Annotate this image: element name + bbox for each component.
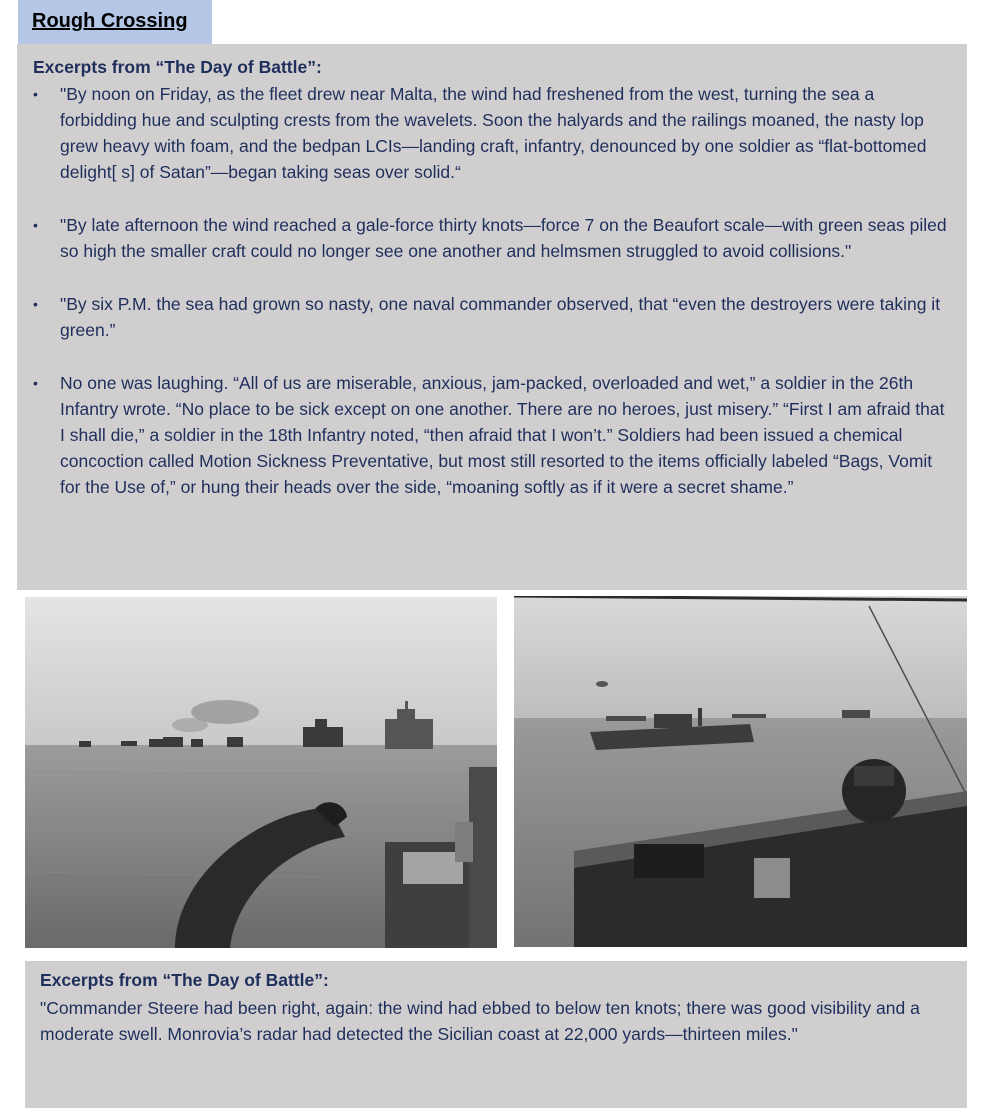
convoy-photo-image: [25, 597, 497, 948]
page-title: Rough Crossing: [32, 10, 188, 32]
excerpt-text: "By noon on Friday, as the fleet drew near Malta, the wind had freshened from the west, turning the sea a forbidding hue and sculpting crests from the wavelets. Soon the halyards and the railings moaned, the nasty lop grew heavy with foam, and the bedpan LCIs—landing craft, infantry, denounced by one soldier as “flat-bottomed delight[ s] of Satan”—began taking seas over solid.“: [60, 84, 927, 182]
convoy-photo-left: [25, 597, 497, 948]
bullet-marker: •: [33, 217, 38, 233]
bullet-marker: •: [33, 86, 38, 102]
excerpts-panel-top: [17, 44, 967, 590]
excerpt-bullet: [33, 81, 953, 185]
excerpt-text: "By late afternoon the wind reached a gale-force thirty knots—force 7 on the Beaufort scale—with green seas piled so high the smaller craft could no longer see one another and helmsmen struggled to avoid collisions.": [60, 215, 947, 261]
convoy-photo-right: [514, 596, 967, 947]
excerpt-text: "By six P.M. the sea had grown so nasty, one naval commander observed, that “even the destroyers were taking it green.”: [60, 294, 941, 340]
excerpt-bullet: [33, 212, 953, 264]
excerpts-heading: Excerpts from “The Day of Battle”:: [33, 57, 322, 77]
excerpts-heading: Excerpts from “The Day of Battle”:: [40, 970, 329, 990]
bullet-marker: •: [33, 296, 38, 312]
excerpts-panel-bottom: [25, 961, 967, 1108]
bullet-marker: •: [33, 375, 38, 391]
excerpt-bullet: [33, 291, 953, 343]
title-tab: [18, 0, 212, 44]
excerpt-quote: "Commander Steere had been right, again: the wind had ebbed to below ten knots; there was good visibility and a moderate swell. Monrovia’s radar had detected the Sicilian coast at 22,000 yards—thirteen miles.": [40, 998, 920, 1044]
excerpt-bullet: [33, 370, 953, 500]
transport-photo-image: [514, 596, 967, 947]
excerpt-text: No one was laughing. “All of us are miserable, anxious, jam-packed, overloaded and wet,” a soldier in the 26th Infantry wrote. “No place to be sick except on one another. There are no heroes, just misery.” “First I am afraid that I shall die,” a soldier in the 18th Infantry noted, “then afraid that I won’t.” Soldiers had been issued a chemical concoction called Motion Sickness Preventative, but most still resorted to the items officially labeled “Bags, Vomit for the Use of,” or hung their heads over the side, “moaning softly as if it were a secret shame.”: [60, 373, 945, 497]
excerpt-bullet-list: [33, 81, 953, 527]
